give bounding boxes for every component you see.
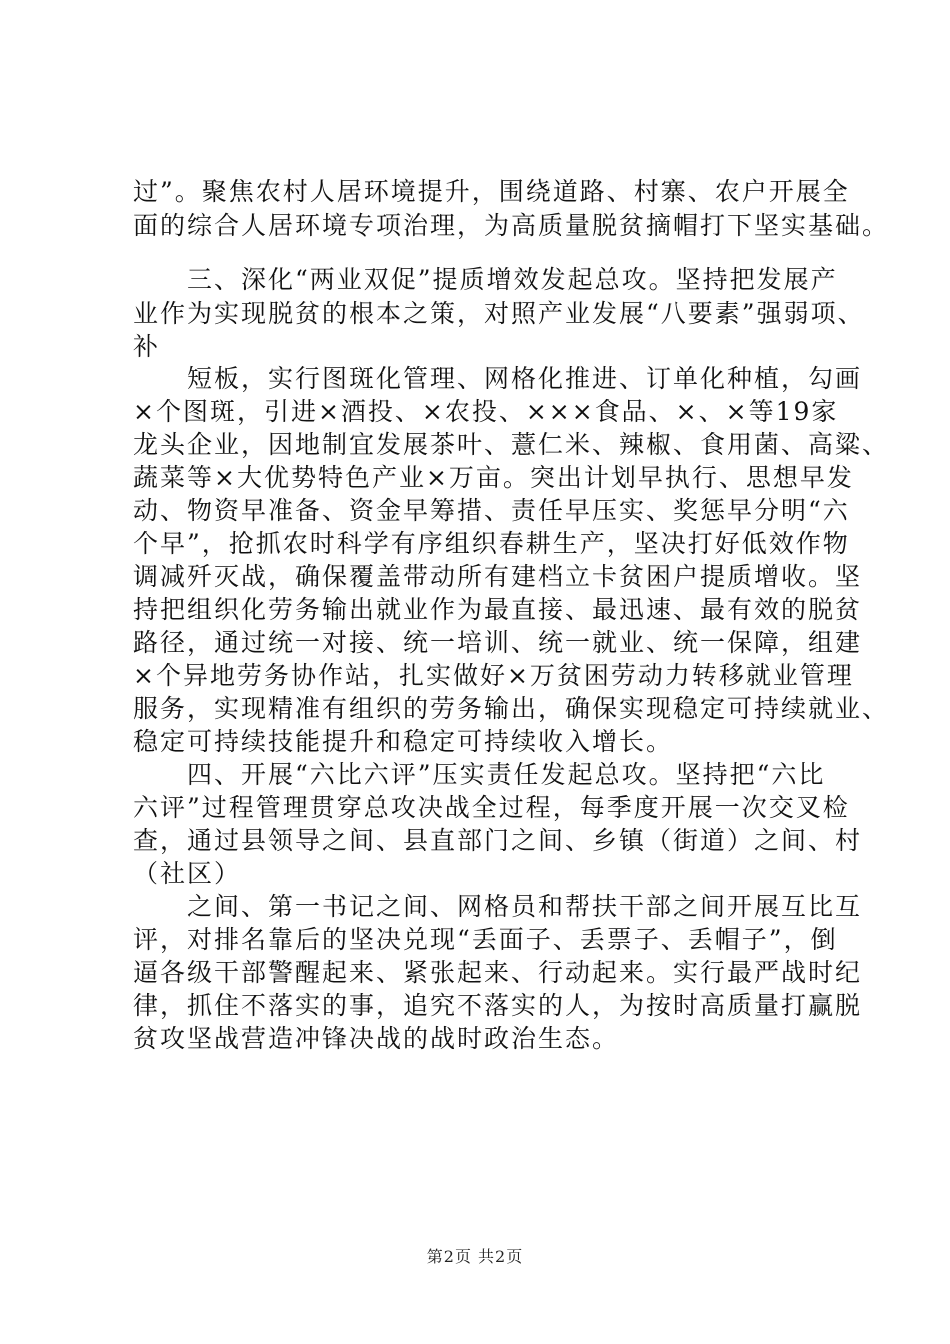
text-line: 四、开展“六比六评”压实责任发起总攻。坚持把“六比 <box>133 760 826 789</box>
text-line: 持把组织化劳务输出就业作为最直接、最迅速、最有效的脱贫 <box>133 595 863 624</box>
text-line: （社区） <box>133 859 242 888</box>
text-line: 面的综合人居环境专项治理，为高质量脱贫摘帽打下坚实基础。 <box>133 211 890 240</box>
text-line: 律，抓住不落实的事，追究不落实的人，为按时高质量打赢脱 <box>133 991 863 1020</box>
text-line: ×个异地劳务协作站，扎实做好×万贫困劳动力转移就业管理 <box>133 661 854 690</box>
text-line: 业作为实现脱贫的根本之策，对照产业发展“八要素”强弱项、 <box>133 299 865 328</box>
page-number: 第2页 共2页 <box>426 1247 524 1266</box>
text-line: 个早”，抢抓农时科学有序组织春耕生产，坚决打好低效作物 <box>133 529 850 558</box>
text-line: 服务，实现精准有组织的劳务输出，确保实现稳定可持续就业、 <box>133 694 890 723</box>
text-line: 动、物资早准备、资金早筹措、责任早压实、奖惩早分明“六 <box>133 496 850 525</box>
text-line: 之间、第一书记之间、网格员和帮扶干部之间开展互比互 <box>133 892 863 921</box>
text-line: 评，对排名靠后的坚决兑现“丢面子、丢票子、丢帽子”，倒 <box>133 925 838 954</box>
text-line: 路径，通过统一对接、统一培训、统一就业、统一保障，组建 <box>133 628 863 657</box>
text-line: 龙头企业，因地制宜发展茶叶、薏仁米、辣椒、食用菌、高粱、 <box>133 430 890 459</box>
text-line: ×个图斑，引进×酒投、×农投、×××食品、×、×等19家 <box>133 397 839 426</box>
text-line: 调减歼灭战，确保覆盖带动所有建档立卡贫困户提质增收。坚 <box>133 562 863 591</box>
text-line: 逼各级干部警醒起来、紧张起来、行动起来。实行最严战时纪 <box>133 958 863 987</box>
text-line: 短板，实行图斑化管理、网格化推进、订单化种植，勾画 <box>133 364 863 393</box>
text-line: 贫攻坚战营造冲锋决战的战时政治生态。 <box>133 1024 620 1053</box>
text-line: 蔬菜等×大优势特色产业×万亩。突出计划早执行、思想早发 <box>133 463 854 492</box>
text-line: 查，通过县领导之间、县直部门之间、乡镇（街道）之间、村 <box>133 826 863 855</box>
text-line: 稳定可持续技能提升和稳定可持续收入增长。 <box>133 727 674 756</box>
text-line: 三、深化“两业双促”提质增效发起总攻。坚持把发展产 <box>133 265 838 294</box>
text-line: 补 <box>133 332 161 361</box>
text-line: 六评”过程管理贯穿总攻决战全过程，每季度开展一次交叉检 <box>133 793 850 822</box>
text-line: 过”。聚焦农村人居环境提升，围绕道路、村寨、农户开展全 <box>133 177 850 206</box>
